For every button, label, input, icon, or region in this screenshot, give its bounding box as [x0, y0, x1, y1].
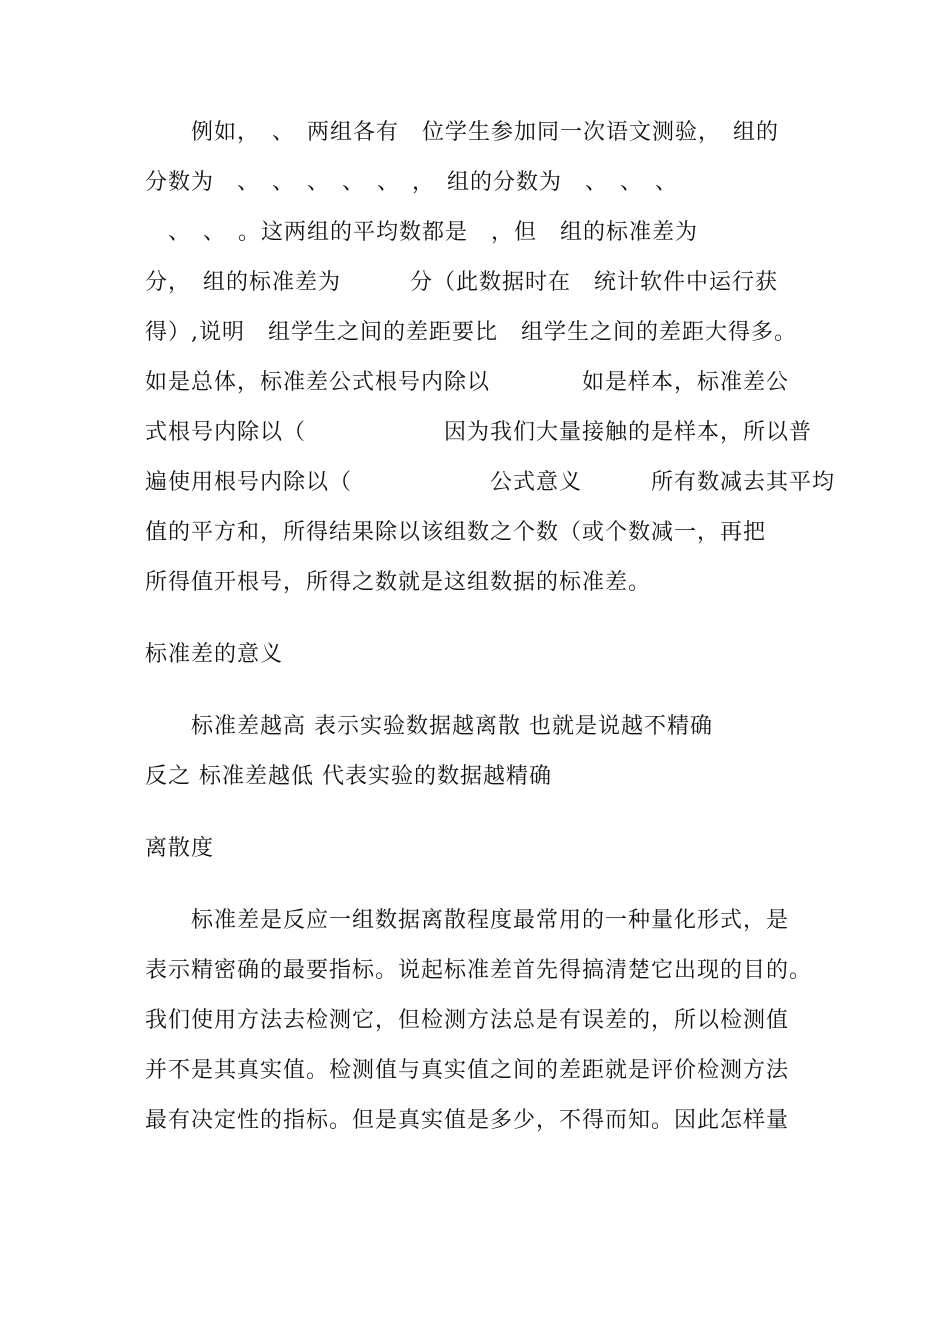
text-line: 我们使用方法去检测它，但检测方法总是有误差的，所以检测值 [145, 1008, 790, 1033]
text-line: 如是总体，标准差公式根号内除以 如是样本，标准差公 [145, 370, 790, 395]
text-line: 最有决定性的指标。但是真实值是多少，不得而知。因此怎样量 [145, 1108, 790, 1133]
text-line: 反之 标准差越低 代表实验的数据越精确 [145, 764, 552, 789]
text-line: 得）,说明 组学生之间的差距要比 组学生之间的差距大得多。 [145, 320, 797, 345]
text-line: 遍使用根号内除以（ 公式意义 所有数减去其平均 [145, 470, 836, 495]
text-line: 标准差是反应一组数据离散程度最常用的一种量化形式，是 [145, 908, 790, 933]
text-line: 标准差越高 表示实验数据越离散 也就是说越不精确 [145, 714, 713, 739]
text-line: 并不是其真实值。检测值与真实值之间的差距就是评价检测方法 [145, 1058, 790, 1083]
text-line: 分， 组的标准差为 分（此数据时在 统计软件中运行获 [145, 270, 779, 295]
text-line: 、 、 。这两组的平均数都是 ，但 组的标准差为 [145, 220, 699, 245]
text-line: 所得值开根号，所得之数就是这组数据的标准差。 [145, 570, 652, 595]
text-line: 值的平方和，所得结果除以该组数之个数（或个数减一，再把 [145, 520, 767, 545]
text-line: 表示精密确的最要指标。说起标准差首先得搞清楚它出现的目的。 [145, 958, 813, 983]
text-line: 式根号内除以（ 因为我们大量接触的是样本，所以普 [145, 420, 813, 445]
section-heading: 离散度 [145, 836, 215, 861]
text-line: 例如， 、 两组各有 位学生参加同一次语文测验， 组的 [145, 120, 780, 145]
section-heading: 标准差的意义 [145, 642, 284, 667]
text-line: 分数为 、 、 、 、 、 ， 组的分数为 、 、 、 [145, 170, 679, 195]
